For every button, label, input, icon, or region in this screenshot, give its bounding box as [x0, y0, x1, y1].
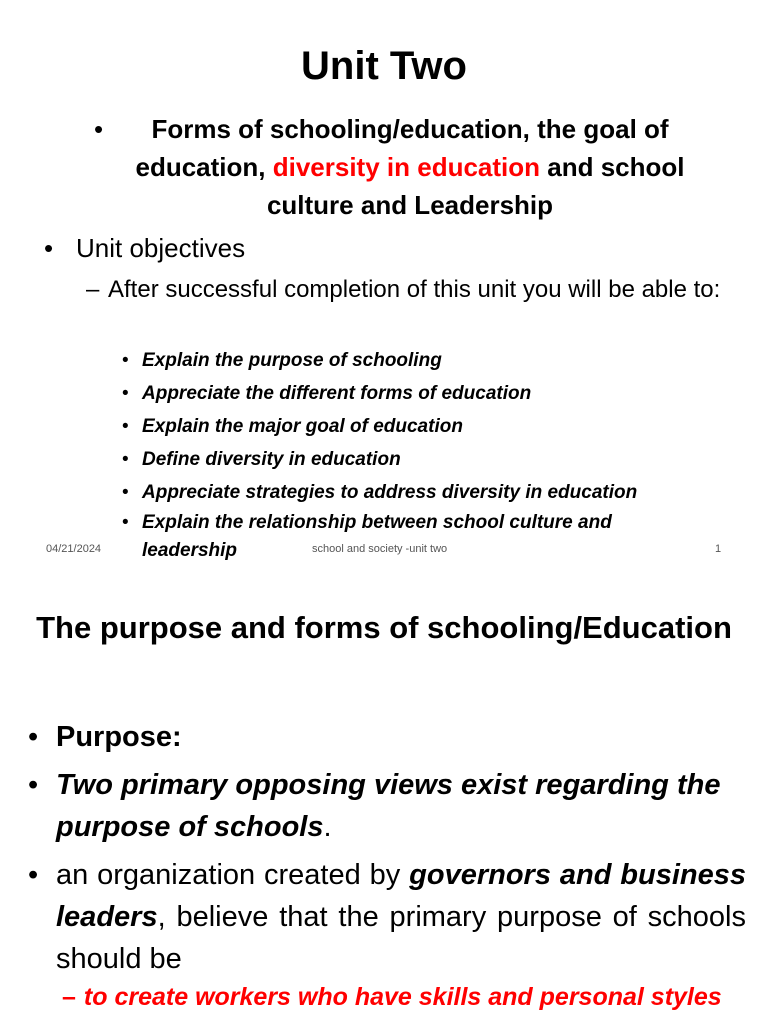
footer-title: school and society -unit two	[312, 543, 448, 555]
views-text: Two primary opposing views exist regarding the purpose of schools	[56, 769, 721, 843]
unit-topic	[94, 110, 720, 224]
list-item	[28, 764, 746, 848]
org-text-1: an organization created by	[56, 859, 410, 891]
topic-text-2: and school culture and Leadership	[266, 152, 685, 220]
org-emphasis: governors and business leaders	[56, 859, 747, 933]
page-number: 1	[715, 543, 722, 555]
list-item	[122, 344, 702, 377]
slide-2	[0, 576, 768, 1024]
views-period: .	[323, 811, 332, 843]
bullet-icon: •	[28, 859, 39, 891]
list-item	[122, 377, 702, 410]
list-item	[28, 854, 746, 980]
objective-text: Explain the purpose of schooling	[142, 350, 442, 371]
topic-highlight: diversity in education	[272, 152, 541, 182]
sub-point	[62, 980, 722, 1014]
bullet-icon: •	[28, 769, 39, 801]
bullet-icon: •	[122, 482, 129, 503]
bullet-icon: •	[122, 449, 129, 470]
slide-title: Unit Two	[301, 44, 467, 88]
objective-text: Explain the relationship between school culture and leadership	[142, 512, 612, 561]
objectives-heading	[44, 232, 245, 264]
objectives-intro	[86, 274, 746, 306]
list-item	[122, 410, 702, 443]
objective-text: Appreciate the different forms of education	[142, 383, 532, 404]
list-item	[122, 509, 702, 565]
purpose-label: Purpose:	[56, 721, 182, 753]
bullet-icon: •	[122, 416, 129, 437]
objective-text: Explain the major goal of education	[142, 416, 463, 437]
slide-title: The purpose and forms of schooling/Education	[36, 610, 732, 645]
topic-text-1: Forms of schooling/education, the goal of education,	[135, 114, 669, 182]
slide-body	[28, 716, 746, 986]
bullet-icon: •	[122, 383, 129, 404]
list-item	[122, 476, 702, 509]
list-item	[28, 716, 746, 758]
objective-text: Define diversity in education	[142, 449, 401, 470]
dash-icon: –	[86, 276, 100, 303]
objectives-intro-text: After successful completion of this unit you will be able to:	[108, 276, 721, 303]
sub-point-text: to create workers who have skills and personal styles	[83, 983, 722, 1011]
bullet-icon: •	[44, 233, 54, 263]
bullet-icon: •	[122, 512, 129, 533]
bullet-icon: •	[94, 114, 104, 144]
org-text-2: , believe that the primary purpose of schools should be	[56, 901, 746, 975]
objectives-heading-text: Unit objectives	[76, 233, 246, 263]
objective-text: Appreciate strategies to address diversity in education	[142, 482, 638, 503]
objectives-list	[122, 344, 702, 565]
footer-date: 04/21/2024	[46, 543, 102, 555]
dash-icon: –	[62, 983, 76, 1011]
bullet-icon: •	[122, 350, 129, 371]
list-item	[122, 443, 702, 476]
bullet-icon: •	[28, 721, 39, 753]
